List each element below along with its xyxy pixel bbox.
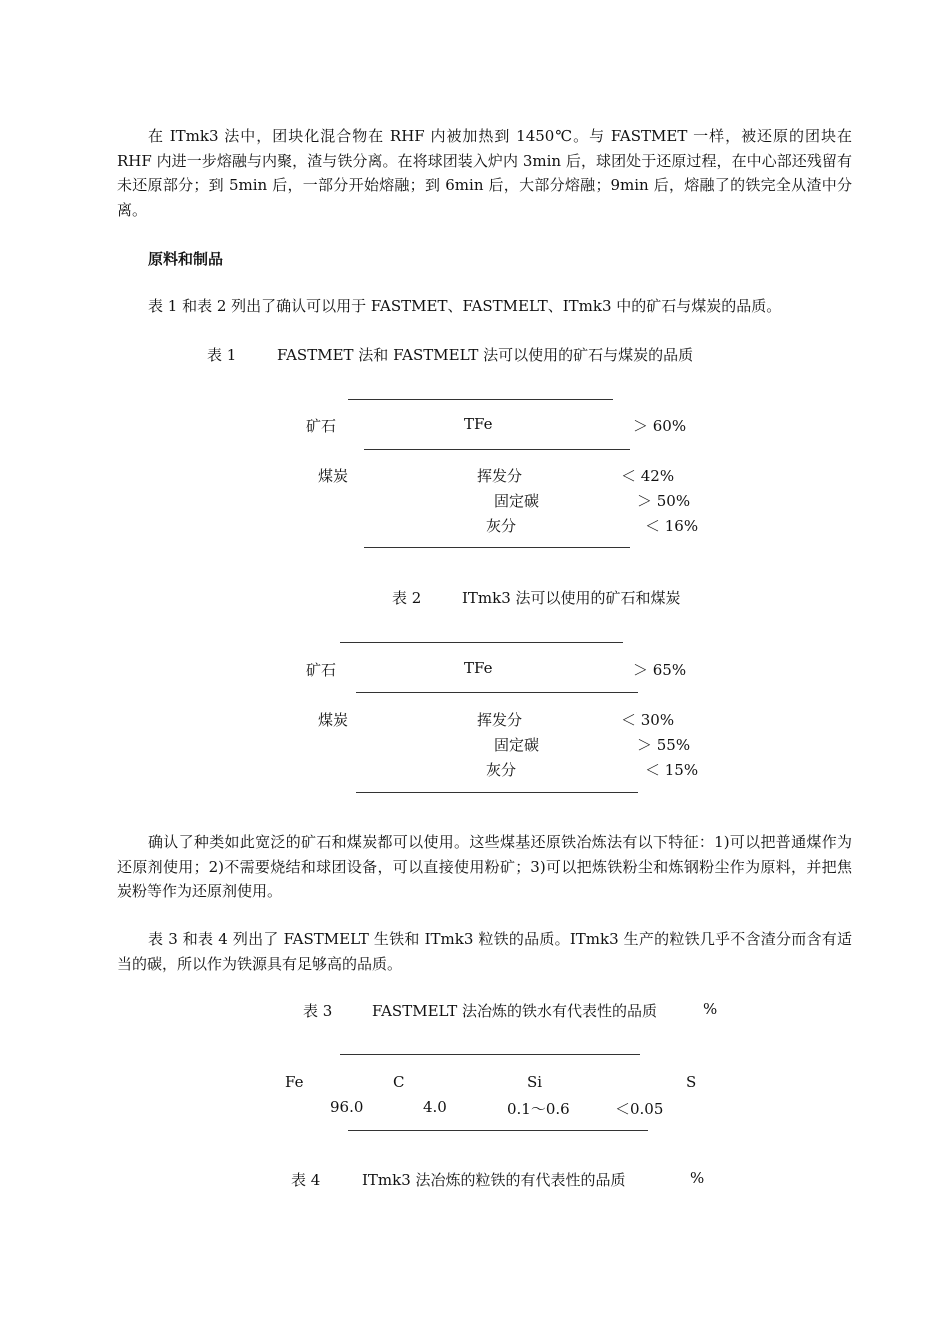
table2-label: 表 2 <box>392 589 422 607</box>
table3-label: 表 3 <box>303 1002 333 1020</box>
table1-label: 表 1 <box>207 346 237 364</box>
table2-row-volatile-value: ＜ 30% <box>621 711 675 729</box>
table3-top-rule <box>340 1054 640 1055</box>
table2-row-volatile-item: 挥发分 <box>477 711 523 729</box>
table1-bottom-rule <box>364 547 630 548</box>
table2-row-fixed-carbon-value: ＞ 55% <box>637 736 691 754</box>
table4-label: 表 4 <box>291 1171 321 1189</box>
table1-row-ash-value: ＜ 16% <box>645 517 699 535</box>
table2-bottom-rule <box>356 792 638 793</box>
section-heading: 原料和制品 <box>148 250 224 268</box>
paragraph-features: 确认了种类如此宽泛的矿石和煤炭都可以使用。这些煤基还原铁冶炼法有以下特征：1)可以把普通煤作为还原剂使用；2)不需要烧结和球团设备，可以直接使用粉矿；3)可以把炼铁粉尘和炼钢粉尘作为原料，并把焦炭粉等作为还原剂使用。 <box>117 833 852 900</box>
table4-unit: % <box>690 1169 705 1187</box>
table1-top-rule <box>348 399 613 400</box>
table3-header-c: C <box>393 1073 405 1091</box>
table3-header-s: S <box>686 1073 697 1091</box>
table2-coal-label: 煤炭 <box>318 711 349 729</box>
table1-row-volatile-item: 挥发分 <box>477 467 523 485</box>
paragraph-itmk3-process: 在 ITmk3 法中，团块化混合物在 RHF 内被加热到 1450℃。与 FASTMET 一样，被还原的团块在 RHF 内进一步熔融与内聚，渣与铁分离。在将球团装入炉内 3min 后，球团处于还原过程，在中心部还残留有未还原部分；到 5min 后，一部分开始熔融；到 6min 后，大部分熔融；9min 后，熔融了的铁完全从渣中分离。 <box>117 127 852 219</box>
table2-row-fixed-carbon-item: 固定碳 <box>494 736 540 754</box>
table1-row-fixed-carbon-value: ＞ 50% <box>637 492 691 510</box>
table3-unit: % <box>703 1000 718 1018</box>
table3-value-fe: 96.0 <box>330 1098 364 1116</box>
table4-caption: ITmk3 法冶炼的粒铁的有代表性的品质 <box>362 1171 626 1189</box>
table2-ore-label: 矿石 <box>306 661 337 679</box>
table3-value-s: ＜0.05 <box>615 1100 664 1118</box>
table3-value-c: 4.0 <box>423 1098 447 1116</box>
table1-row-fixed-carbon-item: 固定碳 <box>494 492 540 510</box>
table3-value-si: 0.1～0.6 <box>507 1100 570 1118</box>
table1-row-volatile-value: ＜ 42% <box>621 467 675 485</box>
table1-ore-item: TFe <box>464 415 493 433</box>
table2-ore-value: ＞ 65% <box>633 661 687 679</box>
table1-caption: FASTMET 法和 FASTMELT 法可以使用的矿石与煤炭的品质 <box>277 346 694 364</box>
table3-bottom-rule <box>348 1130 648 1131</box>
table2-mid-rule <box>356 692 638 693</box>
table1-ore-value: ＞ 60% <box>633 417 687 435</box>
table2-ore-item: TFe <box>464 659 493 677</box>
table2-top-rule <box>340 642 623 643</box>
table1-ore-label: 矿石 <box>306 417 337 435</box>
table2-caption: ITmk3 法可以使用的矿石和煤炭 <box>462 589 681 607</box>
paragraph-tables-intro: 表 1 和表 2 列出了确认可以用于 FASTMET、FASTMELT、ITmk3 中的矿石与煤炭的品质。 <box>148 297 782 315</box>
table3-caption: FASTMELT 法冶炼的铁水有代表性的品质 <box>372 1002 658 1020</box>
table2-row-ash-item: 灰分 <box>486 761 517 779</box>
table2-row-ash-value: ＜ 15% <box>645 761 699 779</box>
paragraph-product-quality: 表 3 和表 4 列出了 FASTMELT 生铁和 ITmk3 粒铁的品质。ITmk3 生产的粒铁几乎不含渣分而含有适当的碳，所以作为铁源具有足够高的品质。 <box>117 930 852 973</box>
table1-coal-label: 煤炭 <box>318 467 349 485</box>
table3-header-fe: Fe <box>285 1073 304 1091</box>
table3-header-si: Si <box>527 1073 543 1091</box>
table1-row-ash-item: 灰分 <box>486 517 517 535</box>
table1-mid-rule <box>364 449 630 450</box>
